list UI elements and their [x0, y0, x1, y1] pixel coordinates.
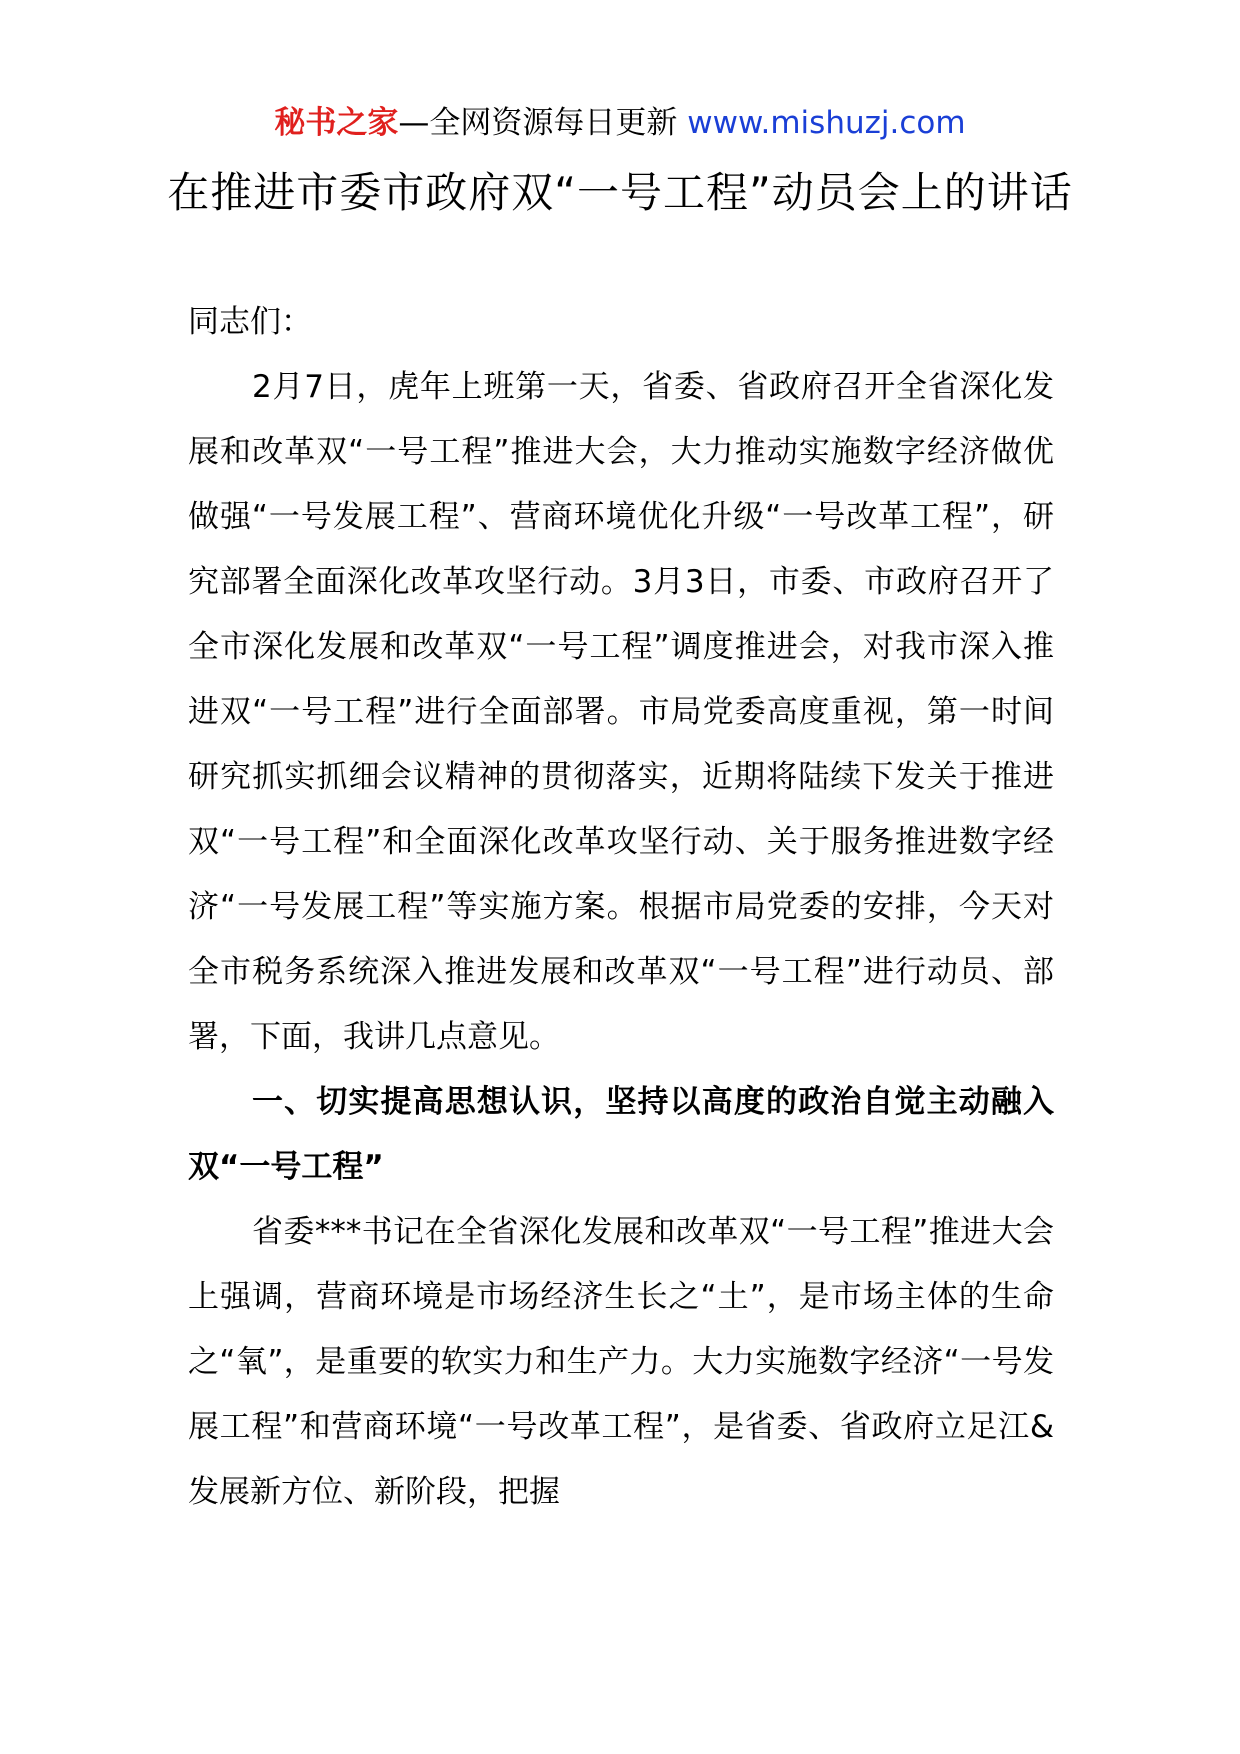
document-title: 在推进市委市政府双“一号工程”动员会上的讲话 — [167, 168, 1073, 217]
paragraph-section-1: 省委***书记在全省深化发展和改革双“一号工程”推进大会上强调，营商环境是市场经济生长之“土”，是市场主体的生命之“氧”，是重要的软实力和生产力。大力实施数字经济“一号发展工程”和营商环境“一号改革工程”，是省委、省政府立足江&发展新方位、新阶段，把握 — [188, 1214, 1054, 1510]
site-banner — [0, 100, 1240, 146]
document-body — [188, 290, 1054, 1525]
paragraph-intro: 2月7日，虎年上班第一天，省委、省政府召开全省深化发展和改革双“一号工程”推进大会，大力推动实施数字经济做优做强“一号发展工程”、营商环境优化升级“一号改革工程”，研究部署全面深化改革攻坚行动。3月3日，市委、市政府召开了全市深化发展和改革双“一号工程”调度推进会，对我市深入推进双“一号工程”进行全面部署。市局党委高度重视，第一时间研究抓实抓细会议精神的贯彻落实，近期将陆续下发关于推进双“一号工程”和全面深化改革攻坚行动、关于服务推进数字经济“一号发展工程”等实施方案。根据市局党委的安排，今天对全市税务系统深入推进发展和改革双“一号工程”进行动员、部署，下面，我讲几点意见。 — [188, 369, 1054, 1055]
banner-tagline: —全网资源每日更新 — [398, 105, 688, 141]
section-heading-1: 一、切实提高思想认识，坚持以高度的政治自觉主动融入双“一号工程” — [188, 1084, 1054, 1185]
salutation: 同志们： — [188, 304, 312, 340]
site-url: www.mishuzj.com — [687, 105, 966, 141]
brand-name: 秘书之家 — [274, 105, 399, 141]
